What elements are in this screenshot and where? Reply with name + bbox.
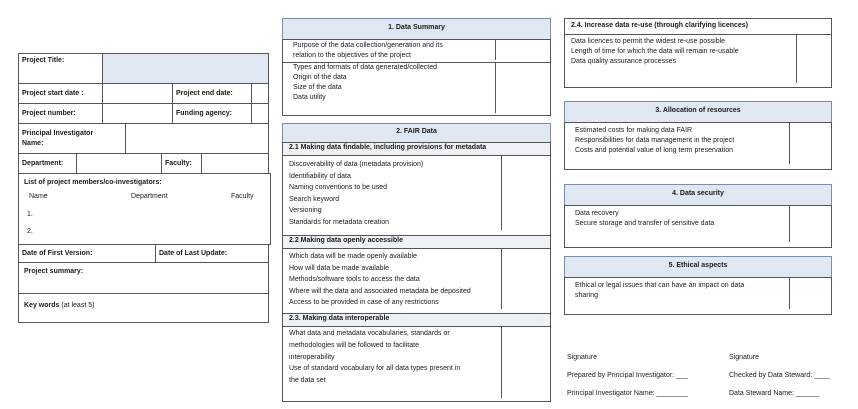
project-title-label: Project Title: <box>19 54 103 84</box>
members-box <box>18 173 271 245</box>
allocation-item: Estimated costs for making data FAIR <box>575 127 693 134</box>
project-info-form <box>18 53 269 323</box>
security-section <box>564 184 832 248</box>
faculty-field[interactable] <box>202 154 269 174</box>
data-summary-item: Size of the data <box>293 84 342 91</box>
s21-list <box>282 155 551 236</box>
allocation-section <box>564 101 832 170</box>
members-label: List of project members/co-investigators: <box>24 179 162 186</box>
pi-name-field[interactable] <box>126 124 269 154</box>
reuse-list <box>564 34 832 88</box>
project-start-label: Project start date : <box>19 84 103 104</box>
s21-item: Versioning <box>289 207 322 214</box>
keywords-hint: (at least 5) <box>61 302 95 309</box>
s22-item: Which data will be made openly available <box>289 253 418 260</box>
project-number-field[interactable] <box>103 104 173 124</box>
pi-label-line2: Name: <box>22 139 44 147</box>
data-summary-purpose-row <box>282 39 551 63</box>
s23-item: methodologies will be followed to facilitate <box>289 341 419 349</box>
s23-item: interoperability <box>289 353 335 361</box>
checked-by-line[interactable]: Checked by Data Steward: ____ <box>729 372 830 379</box>
s21-item: Naming conventions to be used <box>289 184 388 191</box>
project-summary-box[interactable] <box>18 262 269 294</box>
s22-title: 2.2 Making data openly accessible <box>282 235 551 249</box>
faculty-label: Faculty: <box>162 154 202 174</box>
reuse-section <box>564 18 832 88</box>
ethics-content <box>564 277 832 315</box>
data-summary-item: Origin of the data <box>293 74 347 81</box>
ethics-line2: sharing <box>575 292 598 299</box>
divider <box>501 249 502 309</box>
project-end-label: Project end date: <box>173 84 252 104</box>
s23-list <box>282 326 551 402</box>
s21-title: 2.1 Making data findable, including provisions for metadata <box>282 142 551 156</box>
keywords-box[interactable] <box>18 293 269 323</box>
data-summary-item: Types and formats of data generated/collected <box>293 64 437 71</box>
reuse-item: Data licences to permit the widest re-use possible <box>571 38 726 45</box>
divider <box>789 206 790 242</box>
keywords-label: Key words <box>24 302 60 309</box>
security-item: Data recovery <box>575 210 619 217</box>
fair-title: 2. FAIR Data <box>282 123 551 143</box>
s22-item: Methods/software tools to access the data <box>289 276 420 283</box>
member-row-1: 1. <box>27 211 33 218</box>
allocation-item: Costs and potential value of long term preservation <box>575 147 733 154</box>
department-field[interactable] <box>77 154 162 174</box>
s21-item: Identifiability of data <box>289 172 351 180</box>
project-summary-label: Project summary: <box>24 268 84 275</box>
steward-name-line[interactable]: Data Steward Name: ______ <box>729 390 820 397</box>
data-summary-list <box>282 62 551 116</box>
reuse-item: Length of time for which the data will remain re-usable <box>571 48 739 55</box>
divider <box>495 63 496 113</box>
s22-item: How will data be made available <box>289 264 389 272</box>
first-version-label: Date of First Version: <box>19 245 156 263</box>
divider <box>796 35 797 83</box>
divider <box>495 40 496 60</box>
signature-heading-right: Signature <box>729 354 759 361</box>
s21-item: Standards for metadata creation <box>289 218 390 226</box>
s23-item: the data set <box>289 377 326 385</box>
ethics-section <box>564 256 832 315</box>
data-summary-item: Data utility <box>293 94 326 101</box>
pi-name-line[interactable]: Principal Investigator Name: ________ <box>567 390 688 397</box>
pi-label <box>19 124 126 154</box>
signature-right <box>729 349 854 403</box>
allocation-list <box>564 122 832 170</box>
fair-data-section <box>282 123 551 402</box>
signature-heading-left: Signature <box>567 354 597 361</box>
s22-item: Where will the data and associated metadata be deposited <box>289 287 471 295</box>
s21-item: Search keyword <box>289 195 340 203</box>
signature-left <box>567 349 717 403</box>
divider <box>789 123 790 164</box>
security-title: 4. Data security <box>564 184 832 206</box>
reuse-item: Data quality assurance processes <box>571 58 677 65</box>
s22-list <box>282 248 551 314</box>
s23-title: 2.3. Making data interoperable <box>282 313 551 327</box>
divider <box>789 278 790 309</box>
data-summary-section <box>282 18 551 116</box>
ethics-title: 5. Ethical aspects <box>564 256 832 278</box>
security-item: Secure storage and transfer of sensitive data <box>575 220 715 227</box>
purpose-line1: Purpose of the data collection/generation and its <box>293 42 443 49</box>
reuse-title: 2.4. Increase data re-use (through clarifying licences) <box>564 18 832 35</box>
member-row-2: 2. <box>27 228 33 235</box>
security-list <box>564 205 832 248</box>
department-label: Department: <box>19 154 77 174</box>
project-title-field[interactable] <box>103 54 269 84</box>
last-update-label: Date of Last Update: <box>156 245 269 263</box>
allocation-title: 3. Allocation of resources <box>564 101 832 123</box>
s21-item: Discoverability of data (metadata provision) <box>289 161 424 168</box>
divider <box>501 327 502 398</box>
pi-label-line1: Principal Investigator <box>22 129 94 137</box>
s23-item: Use of standard vocabulary for all data types present in <box>289 365 461 373</box>
purpose-line2: relation to the objectives of the project <box>293 52 411 59</box>
col-department-header: Department <box>131 193 168 200</box>
prepared-by-line[interactable]: Prepared by Principal Investigator: ___ <box>567 372 688 379</box>
project-number-label: Project number: <box>19 104 103 124</box>
s22-item: Access to be provided in case of any restrictions <box>289 299 439 306</box>
divider <box>501 156 502 230</box>
allocation-item: Responsibilities for data management in the project <box>575 137 735 144</box>
project-start-field[interactable] <box>103 84 173 104</box>
s23-item: What data and metadata vocabularies, standards or <box>289 330 450 337</box>
project-end-field[interactable] <box>252 84 269 104</box>
col-name-header: Name <box>29 193 48 200</box>
funding-agency-field[interactable] <box>252 104 269 124</box>
funding-agency-label: Funding agency: <box>173 104 252 124</box>
ethics-line1: Ethical or legal issues that can have an impact on data <box>575 282 745 289</box>
data-summary-title: 1. Data Summary <box>282 18 551 40</box>
col-faculty-header: Faculty <box>231 193 254 200</box>
